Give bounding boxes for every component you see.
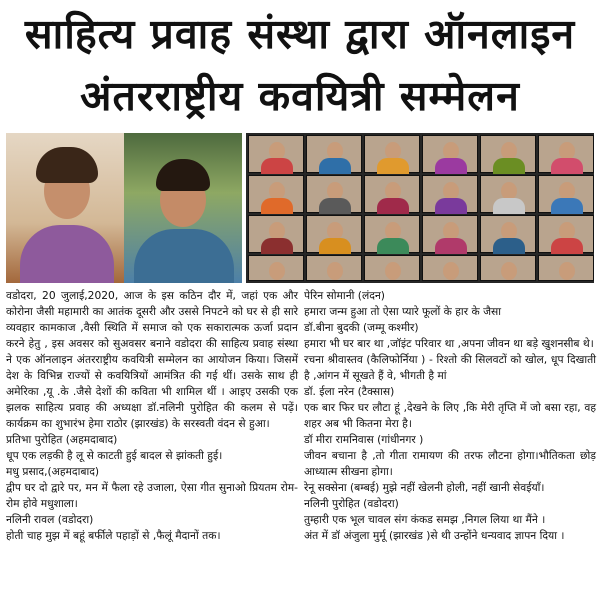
- participant-tile: [538, 135, 594, 173]
- poem-excerpt: जीवन बचाना है ,तो गीता रामायण की तरफ लौटना होगा।भौतिकता छोड़ आध्यात्म सीखना होगा।: [304, 449, 596, 478]
- participant-tile: [480, 175, 536, 213]
- article-right-column: [304, 288, 596, 544]
- participant-tile: [364, 215, 420, 253]
- poem-excerpt: एक बार फिर घर लौटा हूं ,देखने के लिए ,कि मेरी तृप्ति में जो बसा रहा, वह शहर अब भी कितना मेरा है।: [304, 401, 596, 430]
- poet-entry: रेनू सक्सेना (बम्बई) मुझे नहीं खेलनी होली, नहीं खानी सेवईयाँ।: [304, 481, 545, 494]
- participant-tile: [480, 135, 536, 173]
- poem-excerpt: तुम्हारी एक भूल चावल संग कंकड समझ ,निगल लिया था मैंने ।: [304, 513, 546, 526]
- headline: [0, 0, 600, 130]
- poem-excerpt: हमारा भी घर बार था ,जॉइंट परिवार था ,अपना जीवन था बड़े खुशनसीब थे।: [304, 337, 594, 350]
- speaker-photo-2: [124, 133, 242, 283]
- closing-note: अंत में डॉ अंजुला मुर्मू (झारखंड )से थी उन्होंने धन्यवाद ज्ञापन दिया ।: [304, 529, 565, 542]
- participant-tile: [538, 255, 594, 281]
- participant-tile: [248, 175, 304, 213]
- participant-tile: [538, 175, 594, 213]
- poet-entry: रचना श्रीवास्तव (कैलिफोर्निया ) - रिश्तो की सिलवटों को खोल, धूप दिखाती है ,आंगन में सूखते हैं वे, भीगती है मां: [304, 353, 596, 382]
- participant-tile: [306, 255, 362, 281]
- poet-name: डॉ.बीना बुदकी (जम्मू कश्मीर): [304, 321, 419, 334]
- poem-excerpt: धूप एक लड़की है लू से काटती हुई बादल से झांकती हुई।: [6, 449, 223, 462]
- participant-tile: [538, 215, 594, 253]
- participant-tile: [248, 255, 304, 281]
- poet-name: डॉ मीरा रामनिवास (गांधीनगर ): [304, 433, 424, 446]
- participant-tile: [422, 215, 478, 253]
- participant-tile: [422, 255, 478, 281]
- video-call-photo-two-speakers: [6, 133, 242, 283]
- video-call-grid-photo: [246, 133, 594, 283]
- participant-tile: [306, 215, 362, 253]
- participant-tile: [364, 135, 420, 173]
- participant-tile: [480, 215, 536, 253]
- poet-name: नलिनी पुरोहित (वडोदरा): [304, 497, 399, 510]
- article-left-column: [6, 288, 298, 544]
- participant-tile: [480, 255, 536, 281]
- participant-tile: [364, 175, 420, 213]
- speaker-photo-1: [6, 133, 124, 283]
- participant-tile: [248, 135, 304, 173]
- poem-excerpt: द्वीप घर दो द्वारे पर, मन में फैला रहे उजाला, ऐसा गीत सुनाओ प्रियतम रोम-रोम होवे मधुशाला।: [6, 481, 298, 510]
- poet-name: डॉ. ईला नरेन (टैक्सास): [304, 385, 395, 398]
- participant-tile: [248, 215, 304, 253]
- headline-line-2: अंतरराष्ट्रीय कवयित्री सम्मेलन: [80, 72, 520, 120]
- participant-tile: [364, 255, 420, 281]
- participant-tile: [306, 135, 362, 173]
- poet-name: प्रतिभा पुरोहित (अहमदाबाद): [6, 433, 118, 446]
- photo-strip: [6, 133, 594, 283]
- headline-line-1: साहित्य प्रवाह संस्था द्वारा ऑनलाइन: [24, 10, 576, 58]
- poem-excerpt: होती चाह मुझ में बहूं बर्फीले पहाड़ों से ,फैलूं मैदानों तक।: [6, 529, 221, 542]
- participant-tile: [306, 175, 362, 213]
- poet-name: नलिनी रावल (वडोदरा): [6, 513, 94, 526]
- article-intro-paragraph: वडोदरा, 20 जुलाई,2020, आज के इस कठिन दौर में, जहां एक और कोरोना जैसी महामारी का आतंक दूसरी और उससे निपटने को घर से ही सारे व्यवहार कामकाज ,वैसी स्थिति में समाज को एक सकारात्मक ऊर्जा प्रदान करने हेतु , इस अवसर को सुअवसर बनाने वडोदरा की साहित्य प्रवाह संस्था ने एक ऑनलाइन अंतरराष्ट्रीय कवयित्री सम्मेलन का आयोजन किया। जिसमें देश के विभिन्न राज्यों से कवयित्रियों आमंत्रित की गई थीं। उसके साथ ही अमेरिका ,यू .के .जैसे देशों की कविता भी शामिल थीं । आइए उसकी एक झलक साहित्य प्रवाह की अध्यक्षा डॉ.नलिनी पुरोहित की कलम से पढ़ें। कार्यक्रम का शुभारंभ हेमा राठोर (झारखंड) के सरस्वती वंदन से हुआ।: [6, 289, 298, 430]
- participant-tile: [422, 175, 478, 213]
- poem-excerpt: हमारा जन्म हुआ तो ऐसा प्यारे फूलों के हार के जैसा: [304, 305, 501, 318]
- participant-tile: [422, 135, 478, 173]
- poet-name: मधु प्रसाद,(अहमदाबाद): [6, 465, 100, 478]
- poet-name: पेरिन सोमानी (लंदन): [304, 289, 385, 302]
